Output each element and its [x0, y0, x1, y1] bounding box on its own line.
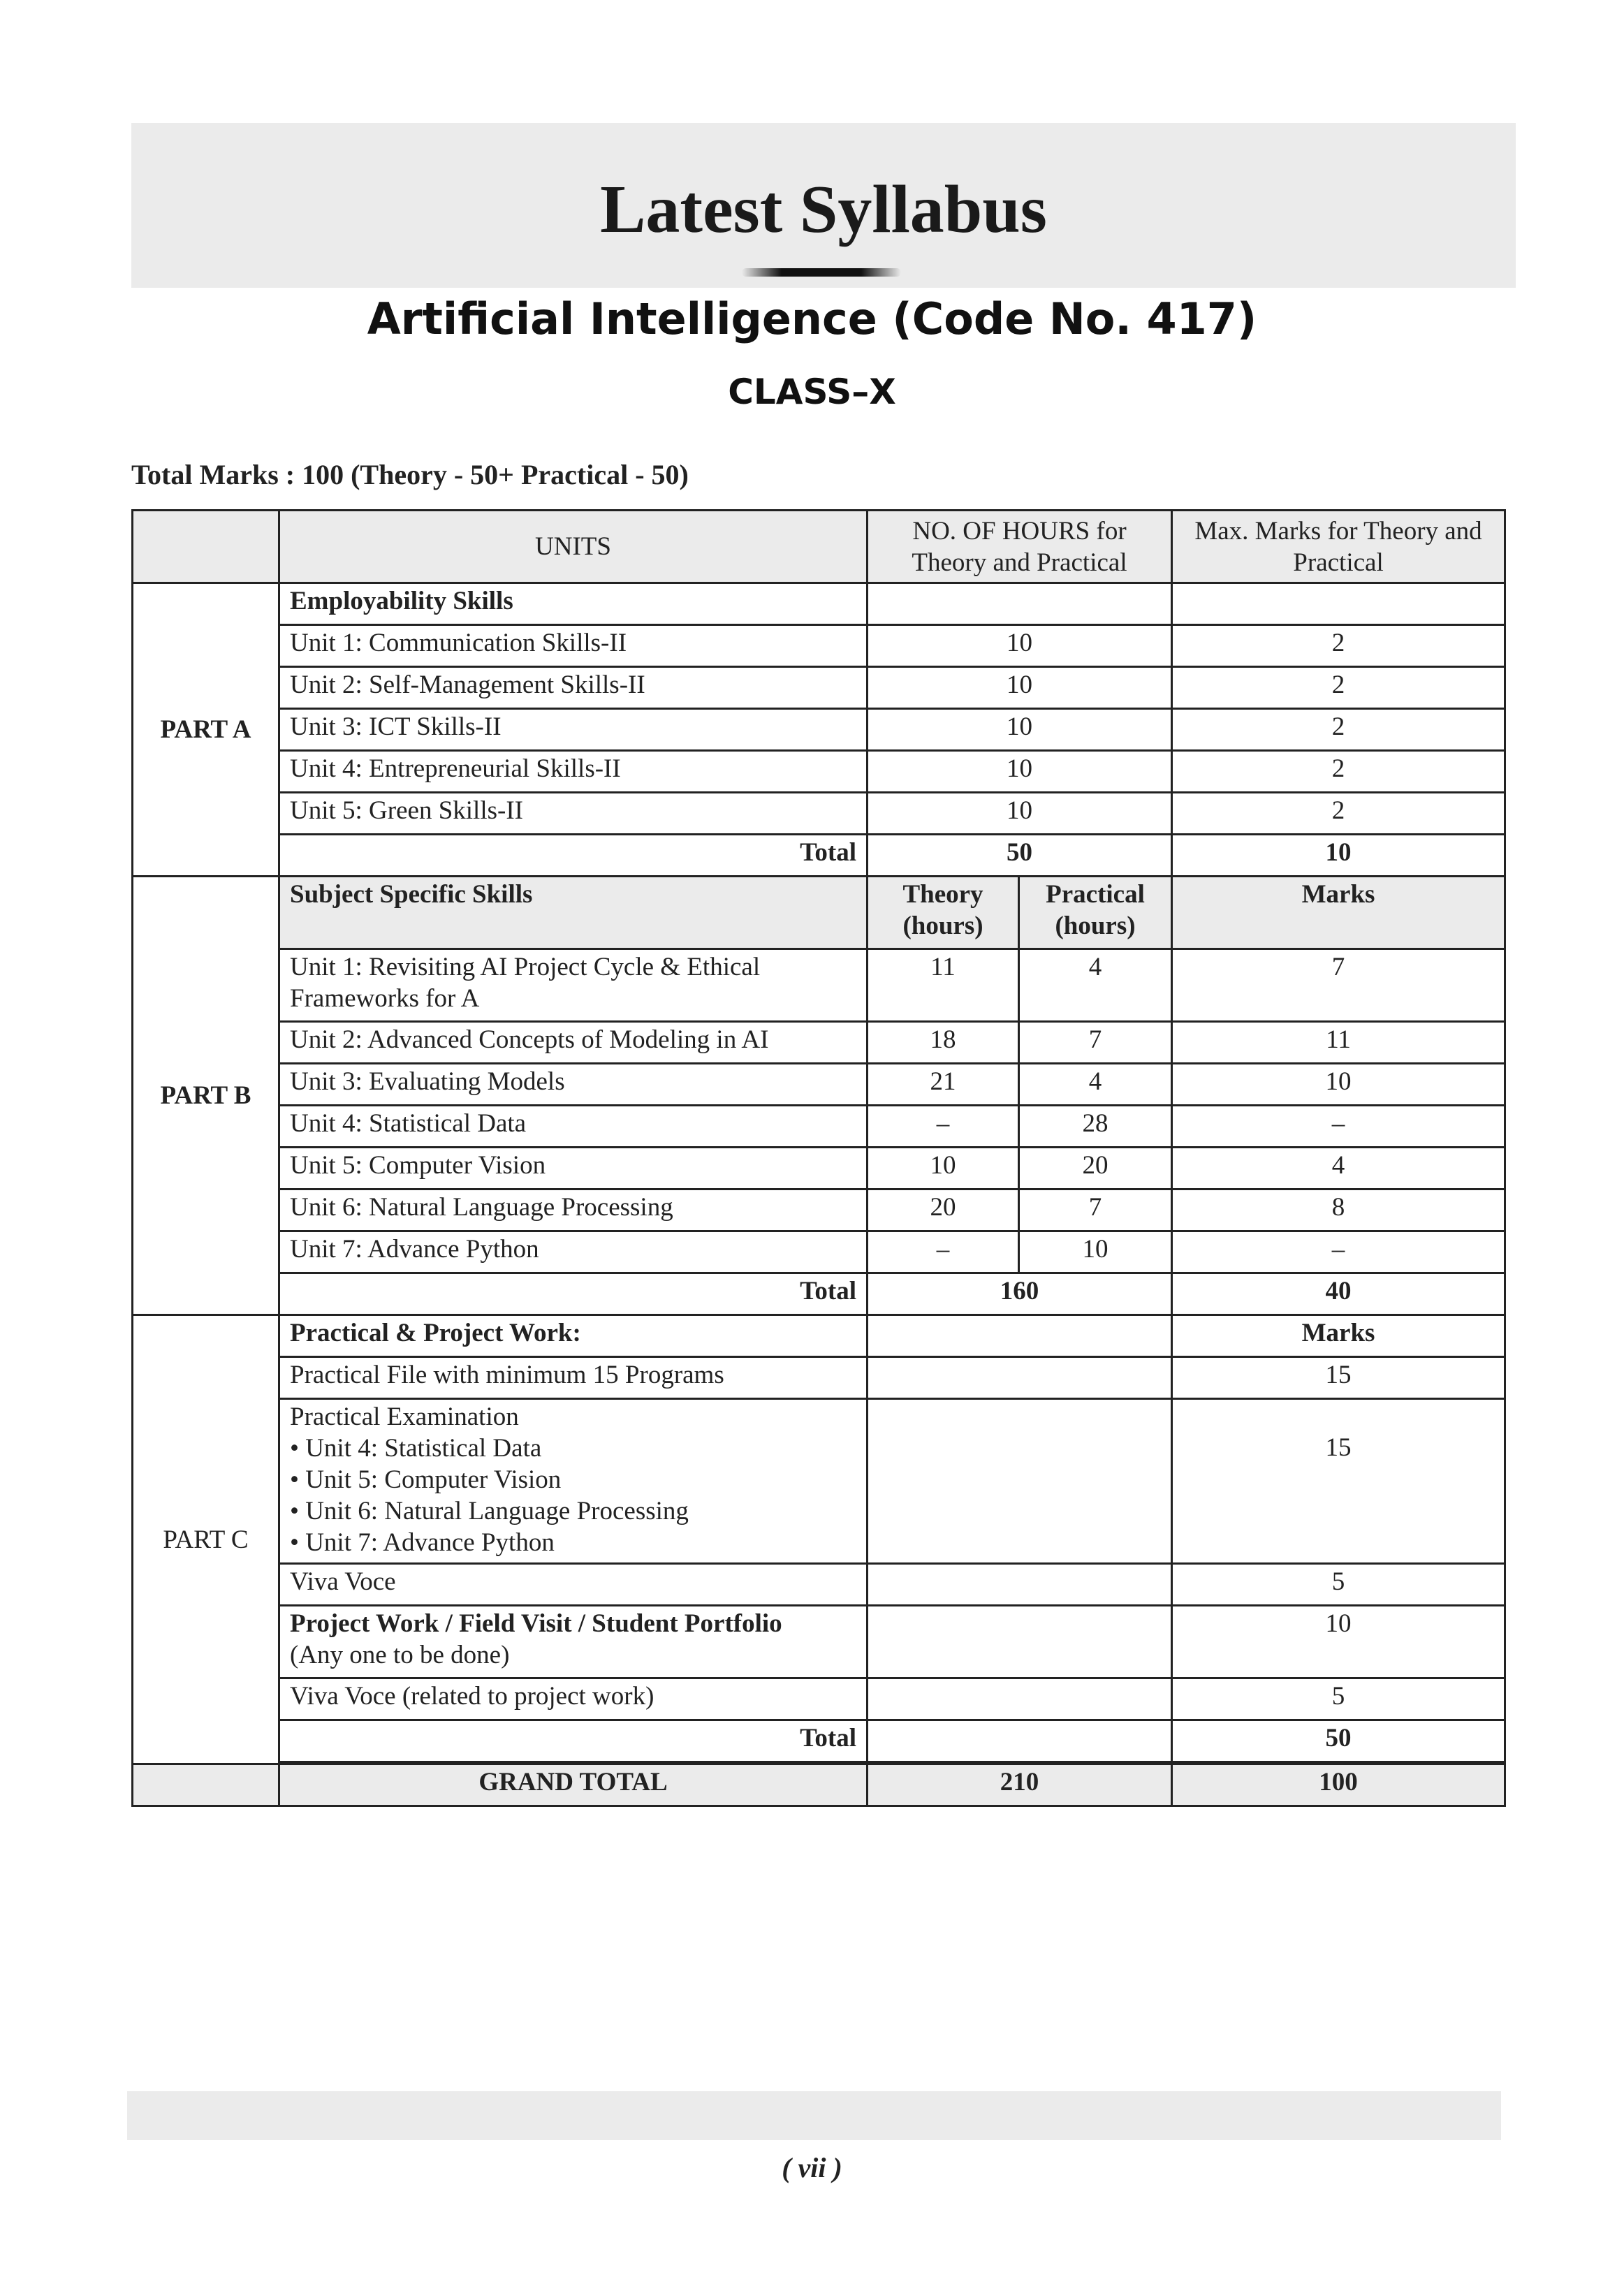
total-hours: 50	[868, 835, 1172, 877]
part-c-header-row	[133, 1315, 1505, 1357]
viva-project-marks: 5	[1172, 1678, 1505, 1720]
list-item: • Unit 4: Statistical Data	[290, 1434, 542, 1463]
footer-band	[127, 2091, 1501, 2140]
unit-marks: –	[1172, 1106, 1505, 1148]
list-item: • Unit 6: Natural Language Processing	[290, 1497, 689, 1525]
part-a-heading: Employability Skills	[279, 583, 868, 625]
practical-exam-label: Practical Examination	[290, 1403, 519, 1431]
subject-title: Artificial Intelligence (Code No. 417)	[367, 293, 1257, 344]
table-row	[133, 625, 1505, 667]
theory-hours: 21	[868, 1064, 1019, 1106]
theory-hours: 11	[868, 949, 1019, 1022]
practical-hours: 10	[1019, 1231, 1172, 1273]
table-row	[133, 1678, 1505, 1720]
viva-project-label: Viva Voce (related to project work)	[279, 1678, 868, 1720]
page-title: Latest Syllabus	[600, 172, 1047, 247]
project-label: Project Work / Field Visit / Student Portfolio	[290, 1609, 782, 1638]
title-divider	[742, 268, 901, 277]
table-row	[133, 1064, 1505, 1106]
unit-marks: 7	[1172, 949, 1505, 1022]
unit-name: Unit 2: Self-Management Skills-II	[279, 667, 868, 709]
total-row	[133, 1273, 1505, 1315]
header-empty-cell	[133, 511, 279, 583]
theory-hours-header: Theory (hours)	[868, 877, 1019, 949]
marks-header: Marks	[1172, 1315, 1505, 1357]
unit-name: Unit 1: Revisiting AI Project Cycle & Ethical Frameworks for A	[279, 949, 868, 1022]
unit-marks: 2	[1172, 793, 1505, 835]
practical-hours: 7	[1019, 1189, 1172, 1231]
practical-file-marks: 15	[1172, 1357, 1505, 1399]
grand-total-hours: 210	[868, 1764, 1172, 1806]
total-label: Total	[279, 1720, 868, 1762]
grand-total-row	[133, 1764, 1505, 1806]
table-row	[133, 1564, 1505, 1606]
grand-total-marks: 100	[1172, 1764, 1505, 1806]
unit-name: Unit 2: Advanced Concepts of Modeling in AI	[279, 1022, 868, 1064]
part-b-heading: Subject Specific Skills	[279, 877, 868, 949]
theory-hours: –	[868, 1231, 1019, 1273]
unit-marks: 2	[1172, 751, 1505, 793]
total-label: Total	[279, 835, 868, 877]
table-row	[133, 1357, 1505, 1399]
table-row	[133, 1606, 1505, 1678]
unit-marks: 2	[1172, 709, 1505, 751]
practical-exam-cell	[279, 1399, 868, 1564]
viva-marks: 5	[1172, 1564, 1505, 1606]
theory-hours: 10	[868, 1148, 1019, 1189]
total-marks-line: Total Marks : 100 (Theory - 50+ Practical - 50)	[131, 459, 689, 490]
marks-header: Marks	[1172, 877, 1505, 949]
unit-hours: 10	[868, 793, 1172, 835]
total-row	[133, 835, 1505, 877]
unit-name: Unit 5: Computer Vision	[279, 1148, 868, 1189]
practical-hours: 4	[1019, 1064, 1172, 1106]
total-hours: 160	[868, 1273, 1172, 1315]
unit-marks: –	[1172, 1231, 1505, 1273]
practical-hours: 7	[1019, 1022, 1172, 1064]
unit-name: Unit 1: Communication Skills-II	[279, 625, 868, 667]
class-label: CLASS–X	[728, 372, 896, 412]
table-row	[133, 751, 1505, 793]
unit-name: Unit 7: Advance Python	[279, 1231, 868, 1273]
table-row	[133, 793, 1505, 835]
practical-file-label: Practical File with minimum 15 Programs	[279, 1357, 868, 1399]
unit-marks: 10	[1172, 1064, 1505, 1106]
part-c-heading: Practical & Project Work:	[279, 1315, 868, 1357]
list-item: • Unit 7: Advance Python	[290, 1528, 555, 1557]
unit-name: Unit 4: Statistical Data	[279, 1106, 868, 1148]
total-label: Total	[279, 1273, 868, 1315]
table-header-row	[133, 511, 1505, 583]
practical-hours: 4	[1019, 949, 1172, 1022]
practical-hours: 28	[1019, 1106, 1172, 1148]
theory-hours: 20	[868, 1189, 1019, 1231]
grand-total-label: GRAND TOTAL	[279, 1764, 868, 1806]
unit-marks: 4	[1172, 1148, 1505, 1189]
list-item: • Unit 5: Computer Vision	[290, 1465, 562, 1494]
unit-marks: 8	[1172, 1189, 1505, 1231]
table-row	[133, 1022, 1505, 1064]
table-row	[133, 667, 1505, 709]
part-a-label: PART A	[133, 583, 279, 877]
practical-hours: 20	[1019, 1148, 1172, 1189]
practical-hours-header: Practical (hours)	[1019, 877, 1172, 949]
unit-name: Unit 4: Entrepreneurial Skills-II	[279, 751, 868, 793]
unit-marks: 11	[1172, 1022, 1505, 1064]
total-marks: 10	[1172, 835, 1505, 877]
part-c-label: PART C	[133, 1315, 279, 1764]
unit-marks: 2	[1172, 667, 1505, 709]
table-row	[133, 1148, 1505, 1189]
unit-marks: 2	[1172, 625, 1505, 667]
project-note: (Any one to be done)	[290, 1641, 510, 1669]
viva-label: Viva Voce	[279, 1564, 868, 1606]
total-marks: 50	[1172, 1720, 1505, 1762]
table-row	[133, 1189, 1505, 1231]
practical-exam-marks: 15	[1172, 1399, 1505, 1564]
syllabus-table	[131, 509, 1506, 1807]
project-cell	[279, 1606, 868, 1678]
table-row	[133, 583, 1505, 625]
table-row	[133, 709, 1505, 751]
unit-name: Unit 6: Natural Language Processing	[279, 1189, 868, 1231]
unit-hours: 10	[868, 625, 1172, 667]
header-units: UNITS	[279, 511, 868, 583]
total-marks: 40	[1172, 1273, 1505, 1315]
theory-hours: –	[868, 1106, 1019, 1148]
part-b-header-row	[133, 877, 1505, 949]
unit-hours: 10	[868, 751, 1172, 793]
unit-hours: 10	[868, 709, 1172, 751]
table-row	[133, 949, 1505, 1022]
table-row	[133, 1399, 1505, 1564]
title-banner	[131, 123, 1516, 288]
project-marks: 10	[1172, 1606, 1505, 1678]
table-row	[133, 1231, 1505, 1273]
unit-name: Unit 3: Evaluating Models	[279, 1064, 868, 1106]
part-b-label: PART B	[133, 877, 279, 1315]
unit-name: Unit 3: ICT Skills-II	[279, 709, 868, 751]
header-hours: NO. OF HOURS for Theory and Practical	[868, 511, 1172, 583]
unit-name: Unit 5: Green Skills-II	[279, 793, 868, 835]
unit-hours: 10	[868, 667, 1172, 709]
theory-hours: 18	[868, 1022, 1019, 1064]
table-row	[133, 1106, 1505, 1148]
header-marks: Max. Marks for Theory and Practical	[1172, 511, 1505, 583]
total-row	[133, 1720, 1505, 1762]
page-number: ( vii )	[782, 2152, 842, 2183]
